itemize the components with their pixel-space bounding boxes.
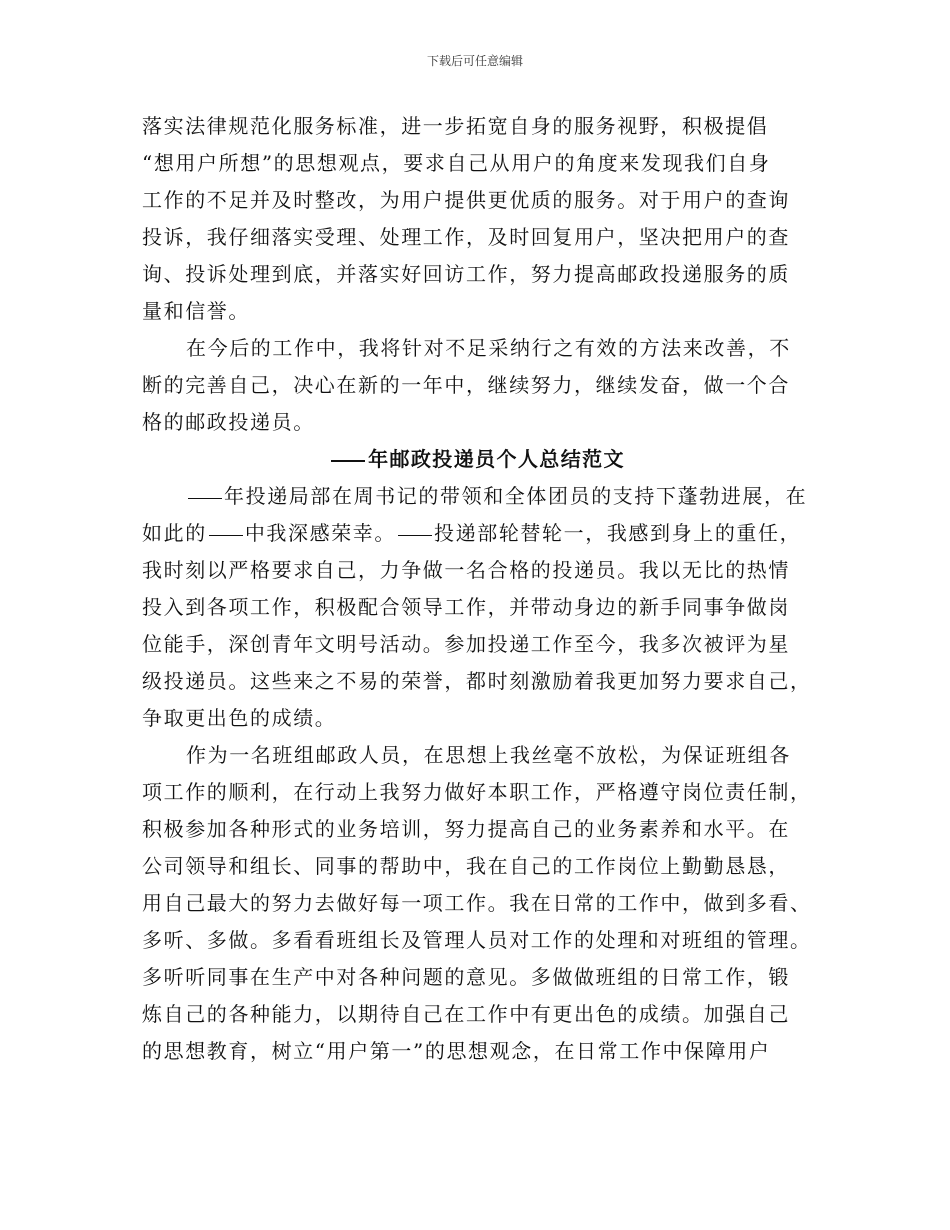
text-line: “想用户所想”的思想观点，要求自己从用户的角度来发现我们自身 xyxy=(142,151,771,175)
text-line: 作为一名班组邮政人员，在思想上我丝毫不放松，为保证班组各 xyxy=(186,743,791,767)
page-header-note: 下载后可任意编辑 xyxy=(426,54,523,68)
text-line: 炼自己的各种能力，以期待自己在工作中有更出色的成绩。加强自己 xyxy=(142,1002,790,1026)
text-line: 投诉，我仔细落实受理、处理工作，及时回复用户，坚决把用户的查 xyxy=(142,225,790,249)
text-line: 在今后的工作中，我将针对不足采纳行之有效的方法来改善，不 xyxy=(186,336,791,360)
text-line: 如此的 中我深感荣幸。 投递部轮替轮一，我感到身上的重任， xyxy=(142,521,802,545)
section-title-text: 年邮政投递员个人总结范文 xyxy=(368,447,625,471)
text-line: 位能手，深创青年文明号活动。参加投递工作至今，我多次被评为星 xyxy=(142,632,790,656)
text-line: 多听、多做。多看看班组长及管理人员对工作的处理和对班组的管理。 xyxy=(142,928,812,952)
text-line: 断的完善自己，决心在新的一年中，继续努力，继续发奋，做一个合 xyxy=(142,373,790,397)
text-line: 询、投诉处理到底，并落实好回访工作，努力提高邮政投递服务的质 xyxy=(142,262,790,286)
text-line: 格的邮政投递员。 xyxy=(142,410,315,434)
document-body xyxy=(142,108,812,1070)
text-line: 我时刻以严格要求自己，力争做一名合格的投递员。我以无比的热情 xyxy=(142,558,790,582)
text-line: 的思想教育，树立“用户第一”的思想观念，在日常工作中保障用户 xyxy=(142,1039,771,1063)
fill-in-blank xyxy=(209,534,243,536)
section-title xyxy=(142,441,812,478)
fill-in-blank xyxy=(188,497,222,499)
text-line: 多听听同事在生产中对各种问题的意见。多做做班组的日常工作，锻 xyxy=(142,965,790,989)
text-line: 公司领导和组长、同事的帮助中，我在自己的工作岗位上勤勤恳恳， xyxy=(142,854,790,878)
text-line: 级投递员。这些来之不易的荣誉，都时刻激励着我更加努力要求自己， xyxy=(142,669,812,693)
fill-in-blank xyxy=(331,459,365,462)
text-line: 争取更出色的成绩。 xyxy=(142,706,337,730)
text-line: 量和信誉。 xyxy=(142,299,250,323)
text-line: 积极参加各种形式的业务培训，努力提高自己的业务素养和水平。在 xyxy=(142,817,790,841)
text-line: 落实法律规范化服务标准，进一步拓宽自身的服务视野，积极提倡 xyxy=(142,114,769,138)
text-line: 用自己最大的努力去做好每一项工作。我在日常的工作中，做到多看、 xyxy=(142,891,812,915)
fill-in-blank xyxy=(398,534,432,536)
text-line: 工作的不足并及时整改，为用户提供更优质的服务。对于用户的查询 xyxy=(142,188,790,212)
text-line: 项工作的顺利，在行动上我努力做好本职工作，严格遵守岗位责任制， xyxy=(142,780,812,804)
text-line: 年投递局部在周书记的带领和全体团员的支持下蓬勃进展，在 xyxy=(142,478,812,515)
text-line: 投入到各项工作，积极配合领导工作，并带动身边的新手同事争做岗 xyxy=(142,595,790,619)
